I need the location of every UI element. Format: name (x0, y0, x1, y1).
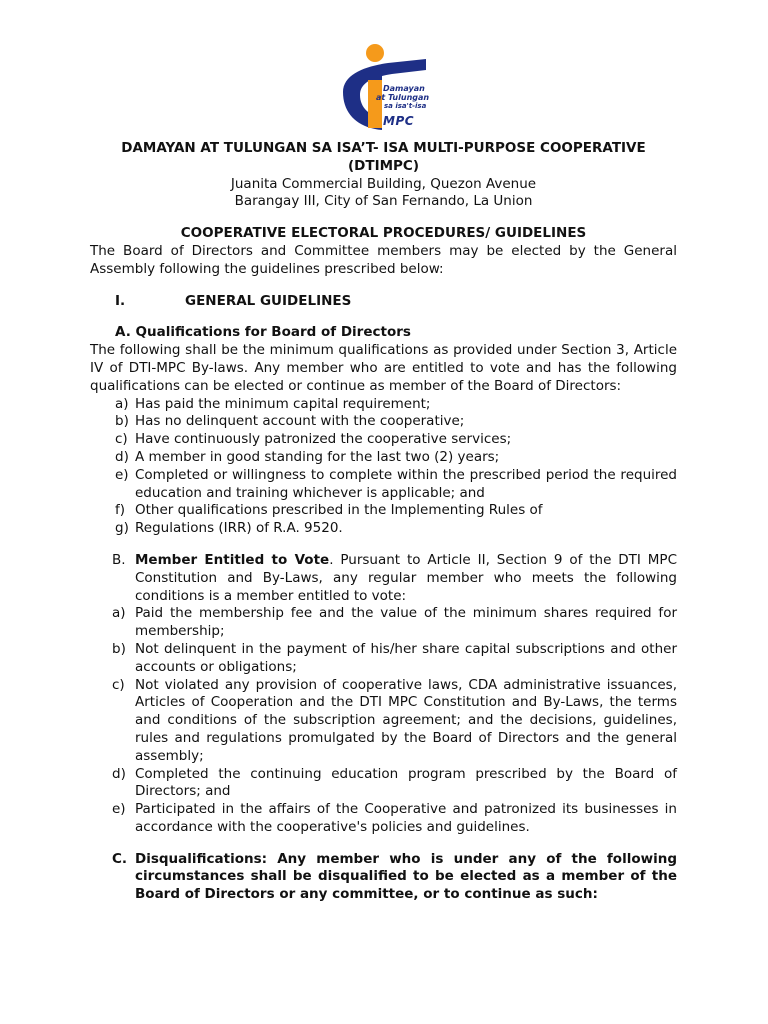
org-title: DAMAYAN AT TULUNGAN SA ISA’T- ISA MULTI-PURPOSE COOPERATIVE (121, 140, 646, 156)
subsection-a-title: A. Qualifications for Board of Directors (115, 324, 411, 341)
list-item: a) Has paid the minimum capital requirement; (115, 395, 431, 412)
cooperative-logo (318, 40, 430, 134)
list-item: c) Have continuously patronized the cooperative services; (115, 431, 512, 448)
org-address-line1: Juanita Commercial Building, Quezon Avenue (230, 175, 537, 192)
list-item: d) Completed the continuing education program prescribed by the Board of Directors; and (112, 765, 677, 800)
logo-text-line1: Damayan (383, 84, 425, 93)
intro-paragraph: The Board of Directors and Committee members may be elected by the General Assembly following the guidelines prescribed below: (90, 242, 677, 277)
list-item: d) A member in good standing for the last two (2) years; (115, 448, 500, 465)
logo-text-line2: at Tulungan (376, 93, 430, 102)
list-item: b) Has no delinquent account with the cooperative; (115, 413, 465, 430)
subsection-c (90, 851, 677, 904)
qualifications-list (90, 396, 677, 538)
list-item: e) Completed or willingness to complete within the prescribed period the required education and training whichever is applicable; and (115, 466, 677, 501)
list-item: g) Regulations (IRR) of R.A. 9520. (115, 520, 343, 537)
org-acronym: (DTIMPC) (347, 157, 419, 174)
subsection-b-body: . Pursuant to Article II, Section 9 of the DTI MPC Constitution and By-Laws, any regular member who meets the following conditions is a member entitled to vote: (135, 551, 678, 604)
section-heading (90, 293, 677, 311)
list-item: a) Paid the membership fee and the value of the minimum shares required for membership; (112, 605, 677, 640)
logo-text-line3: sa isa't-isa (384, 102, 427, 110)
list-item: c) Not violated any provision of cooperative laws, CDA administrative issuances, Articles of Cooperation and the DTI MPC Constitution and By-Laws, the terms and conditions of the subscription agreement; and the decisions, guidelines, rules and regulations promulgated by the Board of Directors and the general assembly; (112, 676, 677, 764)
list-item: f) Other qualifications prescribed in the Implementing Rules of (115, 502, 543, 519)
subsection-c-text: Disqualifications: Any member who is under any of the following circumstances shall be disqualified to be elected as a member of the Board of Directors or any committee, or to continue as such: (135, 850, 677, 903)
logo-text-mpc: MPC (383, 114, 415, 128)
section-title: GENERAL GUIDELINES (185, 292, 352, 309)
subsection-b-title: Member Entitled to Vote (135, 551, 330, 568)
document-body (90, 140, 677, 904)
list-item: b) Not delinquent in the payment of his/her share capital subscriptions and other accounts or obligations; (112, 640, 677, 675)
subsection-a-body: The following shall be the minimum qualifications as provided under Section 3, Article IV of DTI-MPC By-laws. Any member who are entitled to vote and has the following qualifications can be elected or continue as member of the Board of Directors: (90, 342, 677, 394)
voting-conditions-list (90, 605, 677, 836)
subsection-b (90, 552, 677, 605)
list-item: e) Participated in the affairs of the Cooperative and patronized its businesses in accordance with the cooperative's policies and guidelines. (112, 801, 677, 835)
document-title: COOPERATIVE ELECTORAL PROCEDURES/ GUIDELINES (180, 225, 587, 242)
subsection-c-marker: C. (112, 850, 128, 867)
subsection-b-marker: B. (112, 551, 126, 568)
org-address-line2: Barangay III, City of San Fernando, La Union (234, 193, 533, 210)
section-number: I. (115, 292, 126, 309)
